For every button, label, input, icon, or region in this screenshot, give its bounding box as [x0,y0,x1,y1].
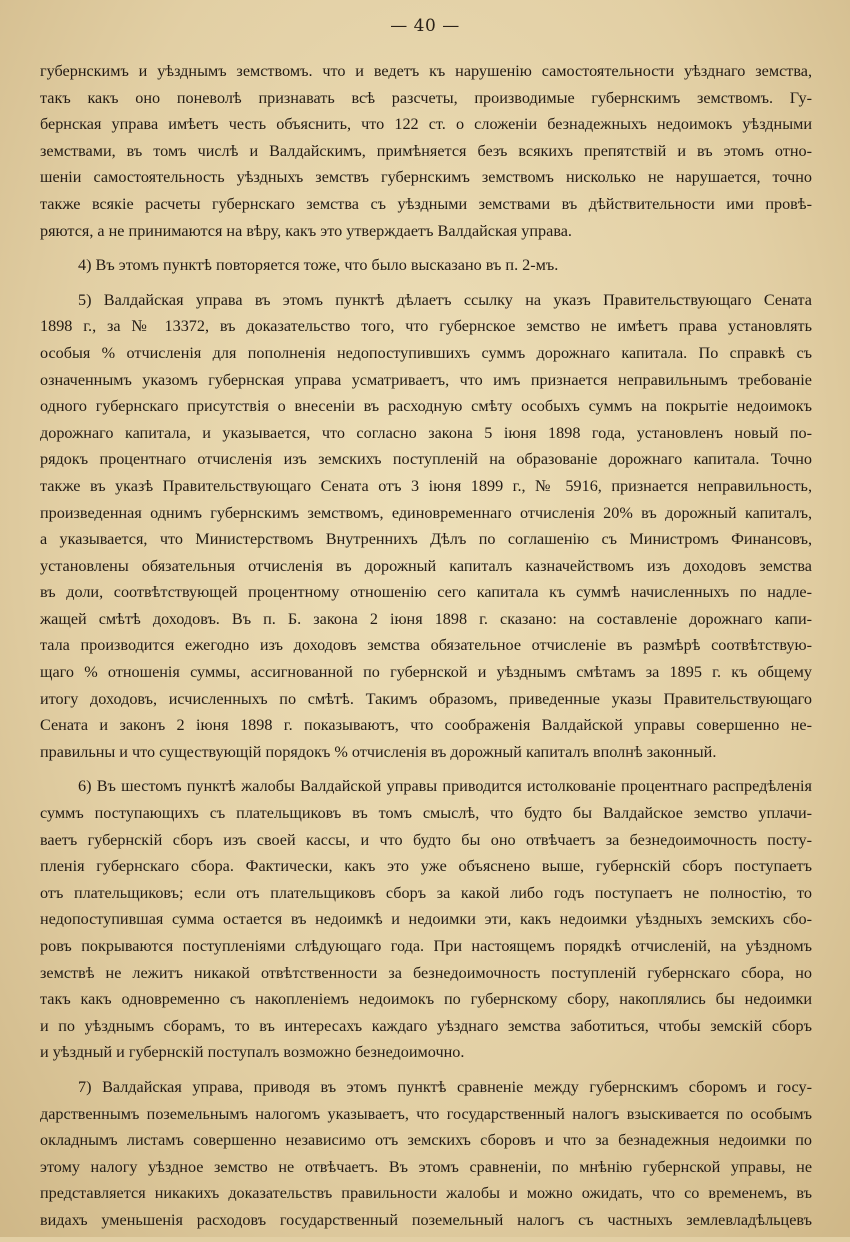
text-line: также въ указѣ Правительствующаго Сената отъ 3 іюня 1899 г., № 5916, признается неправильность, [40,476,812,495]
text-line: произведенная однимъ губернскимъ земствомъ, единовременнаго отчисленія 20% въ дорожный капиталъ, [40,503,812,522]
paragraph [40,252,812,279]
text-line: дорожнаго капитала, и указывается, что согласно закона 5 іюня 1898 года, установленъ новый по- [40,423,812,442]
text-line: также всякіе расчеты губернскаго земства съ уѣздными земствами въ дѣйствительности ими провѣ- [40,194,812,213]
text-line: такъ какъ одновременно съ накопленіемъ недоимокъ по губернскому сбору, накоплялись бы недоимки [40,990,812,1009]
text-line: установлены обязательныя отчисленія въ дорожный капиталъ казначействомъ изъ доходовъ земства [40,556,812,575]
text-line: пленія губернскаго сбора. Фактически, какъ это уже объяснено выше, губернскій сборъ поступаетъ [40,857,812,876]
text-line: окладнымъ листамъ совершенно независимо отъ земскихъ сборовъ и что за безнадежныя недоимки по [40,1131,812,1150]
text-line: 4) Въ этомъ пунктѣ повторяется тоже, что было высказано въ п. 2-мъ. [78,256,559,275]
text-line: такъ какъ оно поневолѣ признавать всѣ разсчеты, производимые губернскимъ земствомъ. Гу- [40,88,812,107]
text-line: ваетъ губернскій сборъ изъ своей кассы, и что будто бы оно отвѣчаетъ за безнедоимочность посту- [40,830,812,849]
text-line: тала производится ежегодно изъ доходовъ земства обязательное отчисленіе въ размѣрѣ соотвѣтствую- [40,636,812,655]
paragraph [40,773,812,1066]
text-line: жащей смѣтѣ доходовъ. Въ п. Б. закона 2 іюня 1898 г. сказано: на составленіе дорожнаго капи- [40,609,812,628]
text-line: дарственнымъ поземельнымъ налогомъ указываетъ, что государственный налогъ взыскивается по особымъ [40,1104,812,1123]
text-line: 7) Валдайская управа, приводя въ этомъ пунктѣ сравненіе между губернскимъ сборомъ и госу- [78,1077,812,1096]
text-line: 6) Въ шестомъ пунктѣ жалобы Валдайской управы приводится истолкованіе процентнаго распредѣленія [78,777,812,796]
text-line: видахъ уменьшенія расходовъ государственный поземельный налогъ съ частныхъ землевладѣльцевъ [40,1210,812,1229]
text-line: правильны и что существующій порядокъ % отчисленія въ дорожный капиталъ вполнѣ законный. [40,742,717,761]
text-line: Сената и законъ 2 іюня 1898 г. показываютъ, что соображенія Валдайской управы совершенно не- [40,716,812,735]
text-line: итогу доходовъ, исчисленныхъ по смѣтѣ. Такимъ образомъ, приведенные указы Правительствующаго [40,689,812,708]
text-line: земствами, въ томъ числѣ и Валдайскимъ, примѣняется безъ всякихъ препятствій и въ этомъ отно- [40,141,812,160]
text-line: а указывается, что Министерствомъ Внутреннихъ Дѣлъ по соглашенію съ Министромъ Финансовъ, [40,530,812,549]
text-line: особыя % отчисленія для пополненія недопоступившихъ суммъ дорожнаго капитала. По справкѣ съ [40,343,812,362]
text-line: земствѣ не лежитъ никакой отвѣтственности за безнедоимочность поступленій губернскаго сбора, но [40,963,812,982]
text-line: и уѣздный и губернскій поступалъ возможно безнедоимочно. [40,1043,465,1062]
text-line: щаго % отношенія суммы, ассигнованной по губернской и уѣзднымъ смѣтамъ за 1895 г. къ общему [40,663,812,682]
text-line: бернская управа имѣетъ честь объяснить, что 122 ст. о сложеніи безнадежныхъ недоимокъ уѣздными [40,115,812,134]
text-line: и по уѣзднымъ сборамъ, то въ интересахъ каждаго уѣзднаго земства заботиться, чтобы земскій сборъ [40,1016,812,1035]
paragraph [40,287,812,766]
text-line: недопоступившая сумма остается въ недоимкѣ и недоимки эти, какъ недоимки уѣздныхъ земскихъ сбо- [40,910,812,929]
text-line: ряются, а не принимаются на вѣру, какъ это утверждаетъ Валдайская управа. [40,221,572,240]
body-text [40,58,812,1242]
text-line: шеніи самостоятельность уѣздныхъ земствъ губернскимъ земствомъ нисколько не нарушается, точно [40,168,812,187]
text-line: рядокъ процентнаго отчисленія изъ земскихъ поступленій на образованіе дорожнаго капитала. Точно [40,450,812,469]
paragraph [40,1074,812,1234]
paragraph [40,58,812,244]
text-line: 1898 г., за № 13372, въ доказательство того, что губернское земство не имѣетъ права установлять [40,317,812,336]
text-line: 5) Валдайская управа въ этомъ пунктѣ дѣлаетъ ссылку на указъ Правительствующаго Сената [78,290,812,309]
page-number: — 40 — [390,16,460,36]
text-line: отъ плательщиковъ; если отъ плательщиковъ сборъ за какой либо годъ поступаетъ не полностію, то [40,883,812,902]
text-line: въ доли, соотвѣтствующей процентному отношенію сего капитала къ суммѣ начисленныхъ по надле- [40,583,812,602]
text-line: этому налогу уѣздное земство не отвѣчаетъ. Въ этомъ сравненіи, по мнѣнію губернской управы, не [40,1157,812,1176]
text-line: ровъ покрываются поступленіями слѣдующаго года. При настоящемъ порядкѣ отчисленій, на уѣздномъ [40,937,812,955]
text-line: суммъ поступающихъ съ плательщиковъ въ томъ смыслѣ, что будто бы Валдайское земство уплачи- [40,804,812,823]
text-line: представляется никакихъ доказательствъ правильности жалобы и можно ожидать, что со временемъ, въ [40,1184,812,1203]
text-line: означеннымъ указомъ губернская управа усматриваетъ, что имъ признается неправильнымъ требованіе [40,370,812,389]
text-line: губернскимъ и уѣзднымъ земствомъ. что и ведетъ къ нарушенію самостоятельности уѣзднаго земства, [40,62,812,80]
text-line: одного губернскаго присутствія о внесеніи въ расходную смѣту особыхъ суммъ на покрытіе недоимокъ [40,397,812,416]
